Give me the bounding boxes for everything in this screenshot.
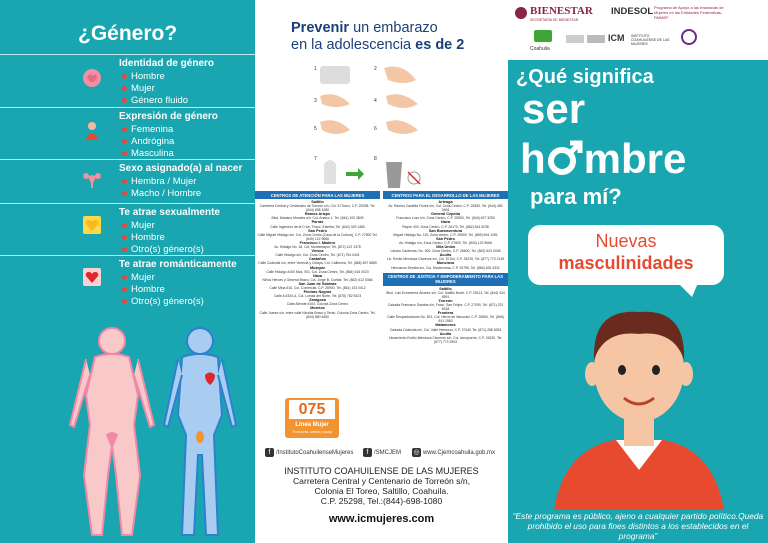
hotline-badge [285,398,339,438]
man-illustration [554,300,724,510]
directory-title: CENTROS PARA EL DESARROLLO DE LAS MUJERES [383,191,508,199]
directory-women-development-centers [383,191,508,371]
list-item: Mujer [122,83,188,95]
institute-url[interactable]: www.icmujeres.com [328,513,435,525]
institute-name: INSTITUTO COAHUILENSE DE LAS MUJERES [284,466,479,476]
step-number: 7 [314,156,317,162]
partner-logos-icon [566,34,606,44]
hand-icon [384,67,416,84]
gender-panel [0,0,255,543]
brain-icon [82,68,102,88]
list-item: Macho / Hombre [122,188,201,200]
section-sexual-attraction [0,203,255,255]
directory-city: Nava [440,220,451,225]
list-item: Hembra / Mujer [122,176,201,188]
step-number: 2 [374,66,377,72]
directory-entry: Calzada Coahuila s/n, Col. Valle Hermoso, C.P. 27440 Tel. (871) 288 8393 [389,327,502,332]
section-title: Identidad de género [119,58,215,69]
logo-bienestar: BIENESTAR [530,5,593,17]
section-title: Expresión de género [119,111,218,122]
directory-city: Francisco I. Madero [299,240,336,245]
female-body-icon [70,328,154,535]
bubble-tail [678,283,698,297]
directory-entry: Rayón 400, Zona Centro, C.P. 26170, Tel. (862) 624 5238 [402,224,489,229]
title-question: ¿Qué significa [516,66,654,88]
section-title: Sexo asignado(a) al nacer [119,163,243,174]
directory-city: Nava [312,273,323,278]
logo-coahuila: Coahuila [530,46,550,52]
directory-city: Múzquiz [310,265,325,270]
facebook-icon: f [363,448,372,457]
directory-city: Zaragoza [309,298,326,303]
trash-can-icon [386,162,402,188]
condom-icon [324,160,336,184]
directory-city: Saltillo [311,200,324,204]
section-list [122,272,204,308]
step-number: 3 [314,98,317,104]
directory-list [383,286,508,345]
hand-icon [320,94,350,107]
directory-title: CENTROS DE JUSTICIA Y EMPODERAMIENTO PARA LAS MUJERES [383,273,508,286]
section-title: Te atrae sexualmente [119,207,220,218]
section-list [122,220,204,256]
globe-icon: ◎ [413,449,420,456]
directory-entry: Libramiento Emilio Mendoza Cisneros s/n, Col. Aeropuerto, C.P. 26230, Tel. (877) 773 2993 [388,335,503,344]
directory-entry: Lázaro Cárdenas, No. 300, Zona Centro, C.P. 26600, Tel. (862) 623 0408 [390,249,501,254]
directory-city: Castaños [308,257,327,262]
speech-bubble [528,225,724,285]
directory-entry: Blvd. Luis Echeverría Álvarez s/n, Col. Saltillo Norte, C.P. 25113, Tel. (844) 434 6591 [386,290,505,299]
hand-icon [386,120,418,134]
directory-list [383,199,508,271]
directory-entry: Niños Héroes y General Bravo, Col. Jorge B. Cuellar, Tel. (862) 612 5366 [262,277,373,282]
directory-entry: Lic. Emilio Mendoza Cisneros s/n, Col. El Sol, C.P. 26230, Tel. (877) 773 2149 [386,257,505,262]
step-number: 1 [314,66,317,72]
institute-address [255,466,508,506]
step-number: 6 [374,126,377,132]
directory-entry: Calzada Francisco Sarabia s/n, Fracc. San Felipe, C.P. 27090, Tel. (871) 222 6318 [387,302,504,312]
directory-entry: Calle Coahuila s/n, entre Venecia y Celaya, Col. California, Tel. (866) 697 8889 [258,261,377,266]
yellow-heart-icon [82,215,102,235]
directory-entry: Miguel Hidalgo No. 119, Zona centro, C.P. 25500, Tel. (869) 694 1281 [393,232,498,237]
mexico-seal-icon [514,6,528,20]
directory-entry: Hermanos Serdán s/n, Col. Moctezuma, C.P. 25796, Tel. (866) 633 4331 [391,265,500,270]
directory-city: Saltillo [439,286,452,291]
directory-entry: Calle Juárez s/n, entre calle Nicolás Bravo y Terán, Colonia Zona Centro, Tel. (844) 880 6450 [259,310,376,319]
directory-entry: Calle Miguel Hidalgo s/n, Col. Zona Centro (Casa de la Cultura), C.P. 27800 Tel. (649) 122 9666 [257,232,378,241]
directory-entry: Av. Ramón Castellá Flores s/n, Col. Zona Centro, C.P. 25350, Tel. (844) 483 0494 [388,204,503,213]
directory-city: General Cepeda [431,212,460,217]
arrow-right-icon [346,168,364,180]
directory-city: Viesca [311,249,324,254]
directory-entry: Av. Hidalgo s/n, Zona Centro, C.P. 27800, Tel. (844) 122 9666 [399,240,492,245]
coahuila-logo-icon [532,28,554,46]
body-illustration [0,325,255,543]
directory-city: Matamoros [435,323,456,328]
directory-entry: Calle Mina #16, Col. Comercial, C.P. 26900, Tel. (861) 103 0412 [269,285,366,290]
hand-icon [386,94,418,108]
facebook-link[interactable]: f /SMCJEM [363,448,401,457]
directory-city: Villa Unión [435,245,456,250]
directory-city: San Buenaventura [428,228,463,233]
section-romantic-attraction [0,255,255,315]
title-para-mi: para mí? [530,184,622,209]
logo-paimef: Programa de Apoyo a las Instancias de Mujeres en las Entidades Federativas, PAIMEF [654,5,724,20]
hotline-label: Línea Mujer [295,422,329,428]
condom-instructions-diagram [306,60,446,190]
directory-entry: Calle Ingeniero de la O s/n, Fracc. Estrella, Tel. (844) 329 1480 [270,224,365,229]
section-list [122,124,174,160]
list-item: Hombre [122,71,188,83]
list-item: Género fluido [122,95,188,107]
directory-entry: Calle Hidalgo s/n, Col. Zona Centro, Tel. (671) 754 0401 [275,253,360,258]
section-list [122,71,188,107]
prevention-panel [255,0,508,543]
prevention-headline: Prevenir un embarazo en la adolescencia es de 2 [291,20,465,53]
directory-women-care-centers [255,191,380,371]
bubble-text: Nuevas [595,231,657,251]
website-link[interactable]: ◎ www.Cjemcoahuila.gob.mx [413,449,496,456]
list-item: Masculina [122,148,174,160]
list-item: Hombre [122,232,204,244]
logo-bienestar-sub: SECRETARÍA DE BIENESTAR [530,18,579,22]
facebook-link[interactable]: f /InstitutoCoahuilenseMujeres [265,448,353,457]
section-assigned-sex [0,159,255,203]
directory-list [255,199,380,320]
list-item: Femenina [122,124,174,136]
list-item: Mujer [122,220,204,232]
list-item: Andrógina [122,136,174,148]
masculinity-panel [508,0,768,543]
section-gender-expression [0,107,255,159]
directory-city: Acuña [439,331,452,336]
hotline-subtitle: Te escucha, orienta y apoya [292,430,332,434]
directory-city: Piedras Negras [303,290,332,295]
title-hombre: h mbre [520,135,687,182]
logo-icm-sub: INSTITUTO COAHUILENSE DE LAS MUJERES [631,34,670,46]
directory-entry: Carretera Central y Centenario de Torreón s/n, Col. El Toreo, C.P. 25298, Tel. (844) 698 1080 [259,204,376,213]
logos-header [508,0,768,60]
directory-entry: Blvd. Mariano Morales s/n, Col. Analco 1, Tel. (844) 100 3849 [271,216,364,221]
address-line: Colonia El Toreo, Saltillo, Coahuila. [314,486,449,496]
male-symbol-icon [546,139,584,177]
directory-entry: Calle Despachadores No. 821, Col. Héroe de Nacozari, C.P. 25650, Tel. (866) 641 1583 [387,315,504,324]
directory-city: Parras [311,220,324,225]
directory-city: San Pedro [308,228,327,233]
title-ser: ser [522,85,586,132]
section-gender-identity [0,54,255,107]
directory-city: San Pedro [436,236,455,241]
program-emblem-icon [680,28,698,48]
condom-package-icon [320,66,350,84]
logo-icm: ICM [608,33,625,43]
directory-city: Arteaga [438,200,453,204]
bubble-text: masculinidades [558,253,694,273]
directory-city: Ramos Arizpe [304,212,331,217]
step-number: 4 [374,98,377,104]
directory-city: Acuña [439,253,452,258]
section-title: Te atrae románticamente [119,259,237,270]
directory-title: CENTROS DE ATENCIÓN PARA LAS MUJERES [255,191,380,199]
directory-entry: Francisco Lozo s/n, Zona Centro, C.P. 25950, Tel. (844) 497 3250 [396,216,495,221]
directory-city: Frontera [437,311,454,316]
hotline-number: 075 [289,400,335,419]
directory-entry: Calle Hidalgo #100 Mza. 001, Col. Zona Centro, Tel. (864) 616 0023 [266,269,369,274]
directory-entry: Calle Allende #104, Colonia Zona Centro [286,302,349,307]
list-item: Hombre [122,284,204,296]
address-line: Carretera Central y Centenario de Torreón s/n, [292,476,471,486]
directory-city: Monclova [436,261,455,266]
facebook-icon: f [265,448,274,457]
directory-city: Morelos [310,306,325,311]
red-heart-icon [82,267,102,287]
list-item: Otro(s) género(s) [122,244,204,256]
logo-indesol: INDESOL [611,6,654,17]
directory-city: Torreón [438,298,453,303]
step-number: 8 [374,156,377,162]
male-body-icon [164,328,236,535]
gender-title: ¿Género? [78,22,178,45]
list-item: Otro(s) género(s) [122,296,204,308]
list-item: Mujer [122,272,204,284]
program-disclaimer: “Este programa es público, ajeno a cualquier partido político.Queda prohibido el uso para fines distintos a los establecidos en el programa” [512,511,764,541]
reproductive-organs-icon [82,169,102,189]
step-number: 5 [314,126,317,132]
person-icon [82,121,102,141]
address-line: C.P. 25298, Tel.:(844)-698-1080 [320,496,443,506]
directory-city: San Juan de Sabinas [298,281,337,286]
section-list [122,176,201,200]
hand-icon [320,120,350,134]
directory-entry: Calle A #330-A, Col. Lomas del Norte, Tel. (878) 782 5423 [273,294,362,299]
directory-entry: Av. Hidalgo No. 18, Col. Montemayor, Tel. (872) 122 1378 [274,245,361,250]
